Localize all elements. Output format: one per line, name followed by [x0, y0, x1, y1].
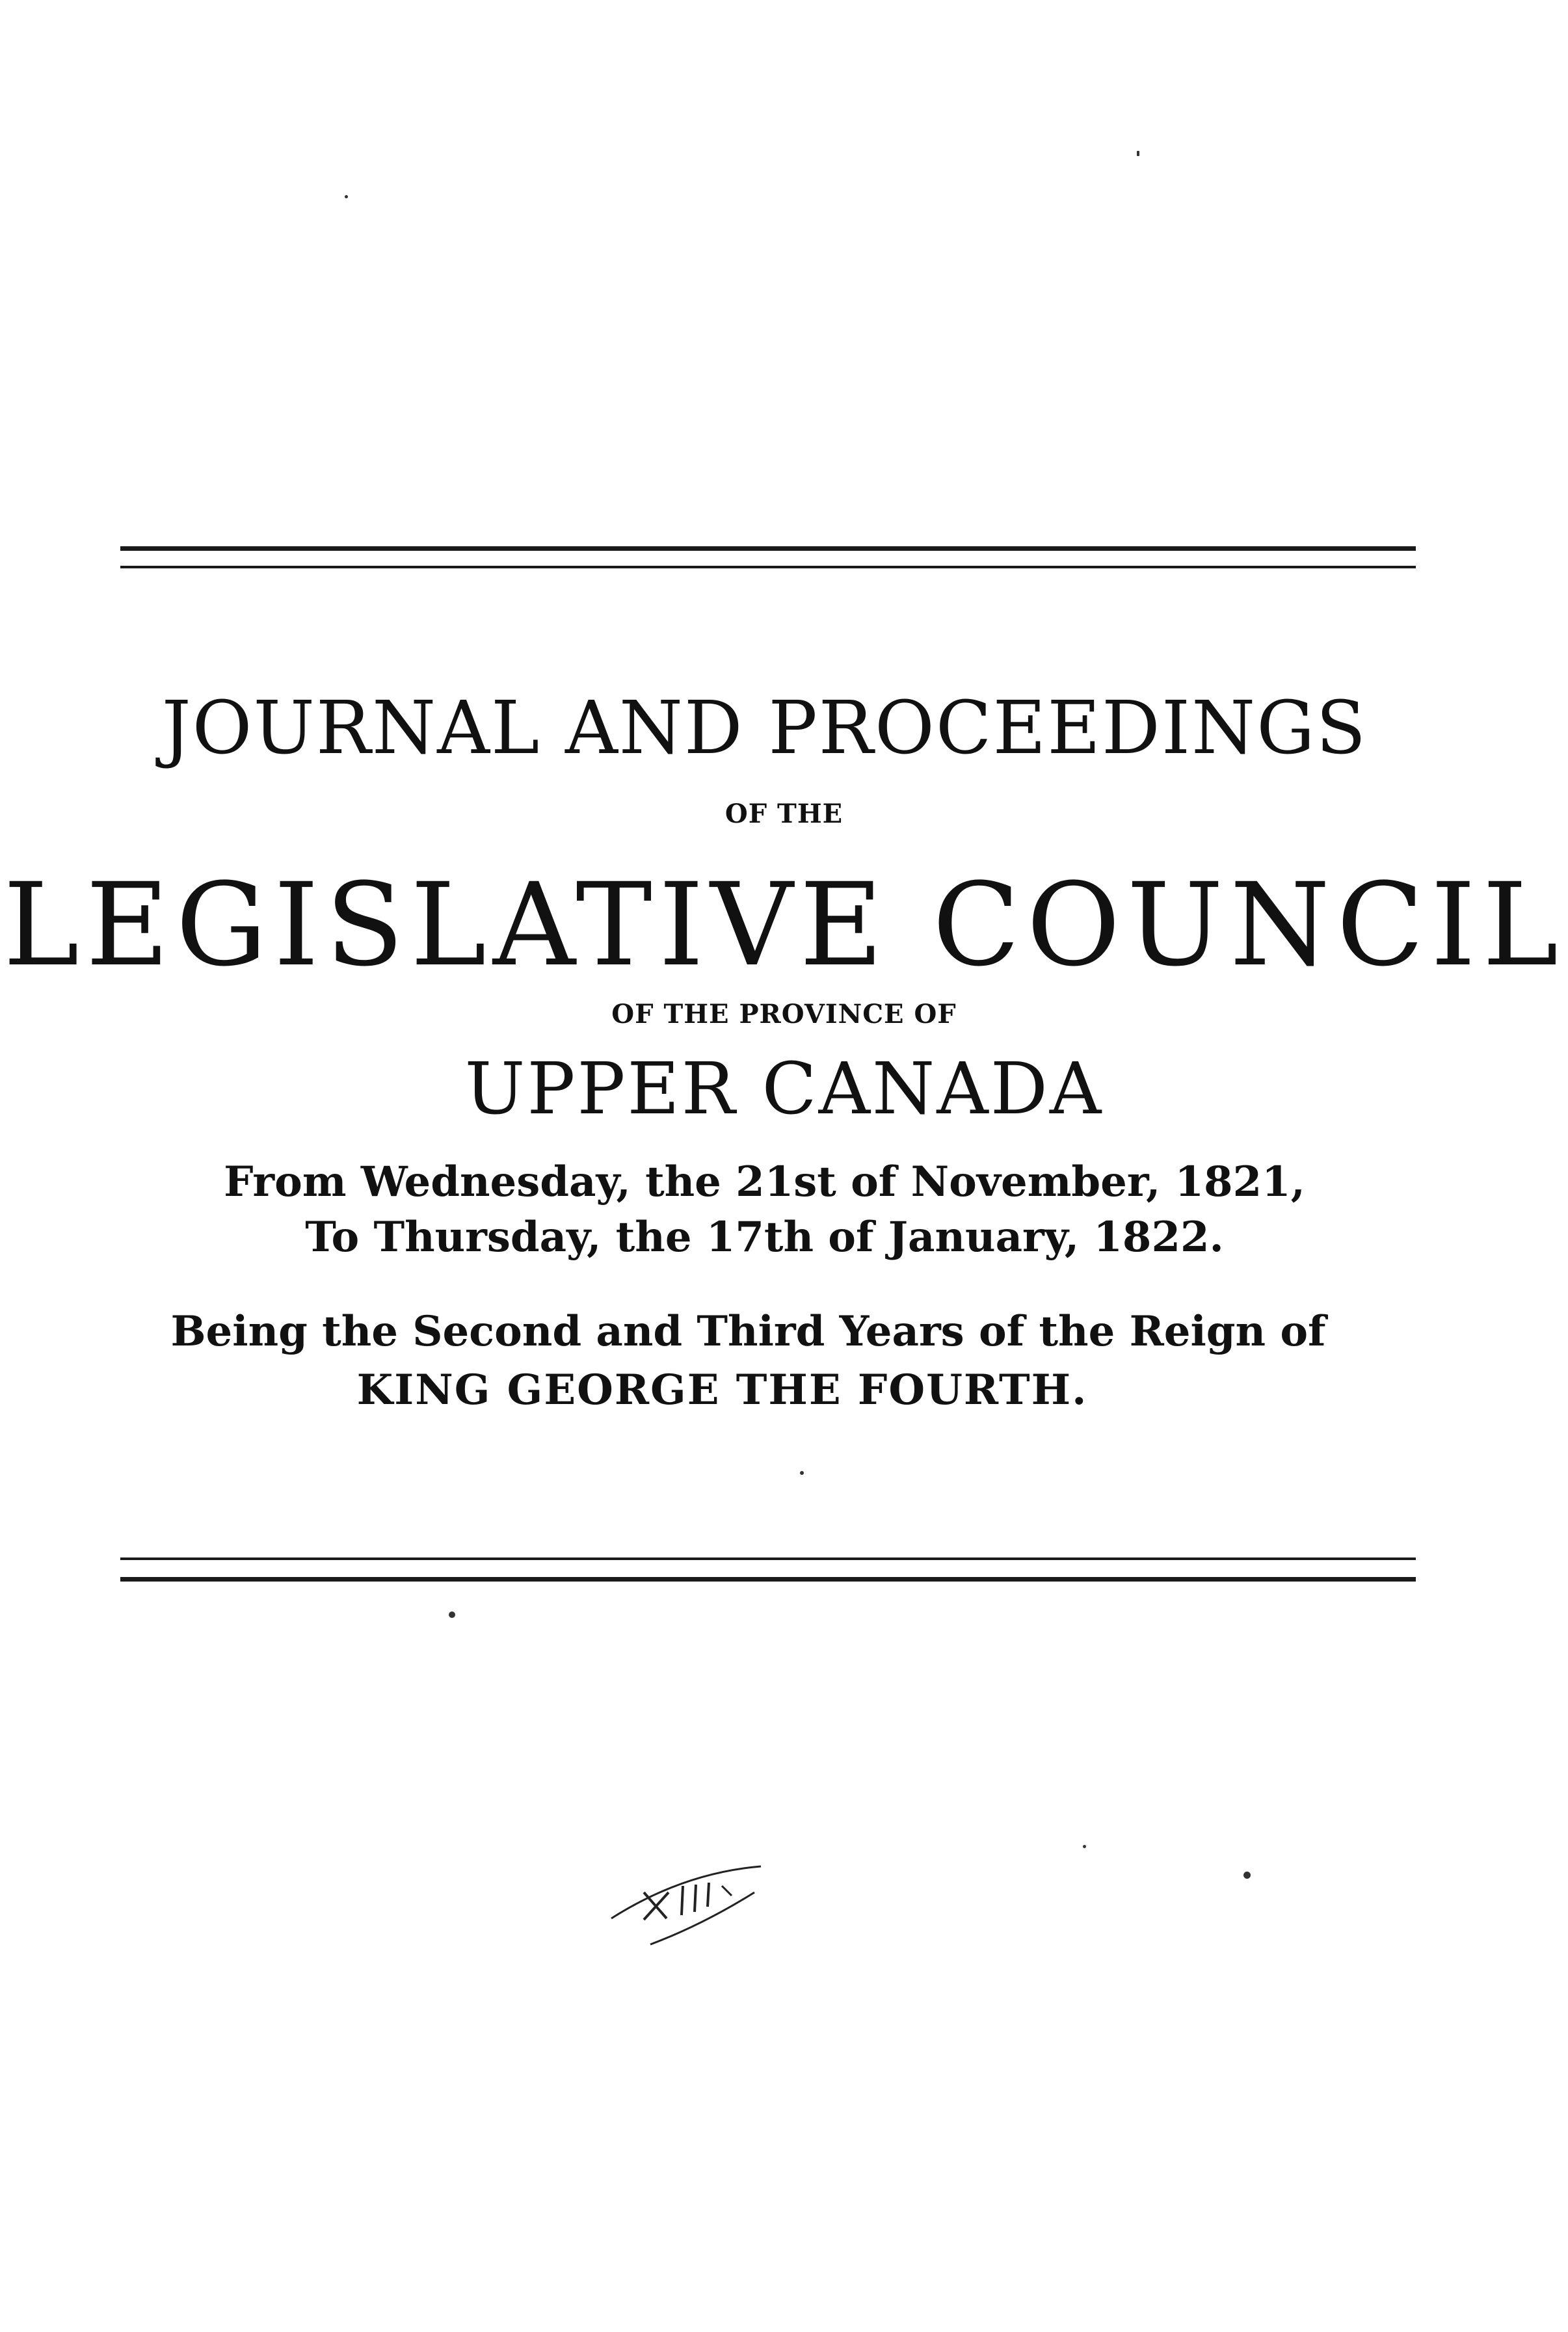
title-journal-and-proceedings: JOURNAL AND PROCEEDINGS	[161, 686, 1368, 771]
title-legislative-council: LEGISLATIVE COUNCIL	[3, 858, 1565, 992]
scan-speck	[1083, 1845, 1086, 1848]
title-upper-canada: UPPER CANADA	[464, 1047, 1104, 1130]
scan-speck	[1243, 1872, 1251, 1879]
handwritten-mark-icon	[605, 1847, 787, 1964]
scan-speck	[449, 1611, 455, 1618]
title-of-the: OF THE	[724, 799, 844, 829]
top-double-rule	[120, 546, 1416, 585]
scan-speck	[1137, 151, 1139, 156]
title-of-the-province-of: OF THE PROVINCE OF	[611, 999, 957, 1029]
bottom-double-rule	[120, 1557, 1416, 1597]
scan-speck	[800, 1471, 804, 1475]
reign-statement: Being the Second and Third Years of the Reign of	[170, 1307, 1326, 1356]
date-range-to: To Thursday, the 17th of January, 1822.	[305, 1213, 1224, 1262]
reign-king: KING GEORGE THE FOURTH.	[356, 1366, 1088, 1414]
date-range-from: From Wednesday, the 21st of November, 1821,	[224, 1158, 1305, 1206]
scan-speck	[345, 195, 348, 198]
